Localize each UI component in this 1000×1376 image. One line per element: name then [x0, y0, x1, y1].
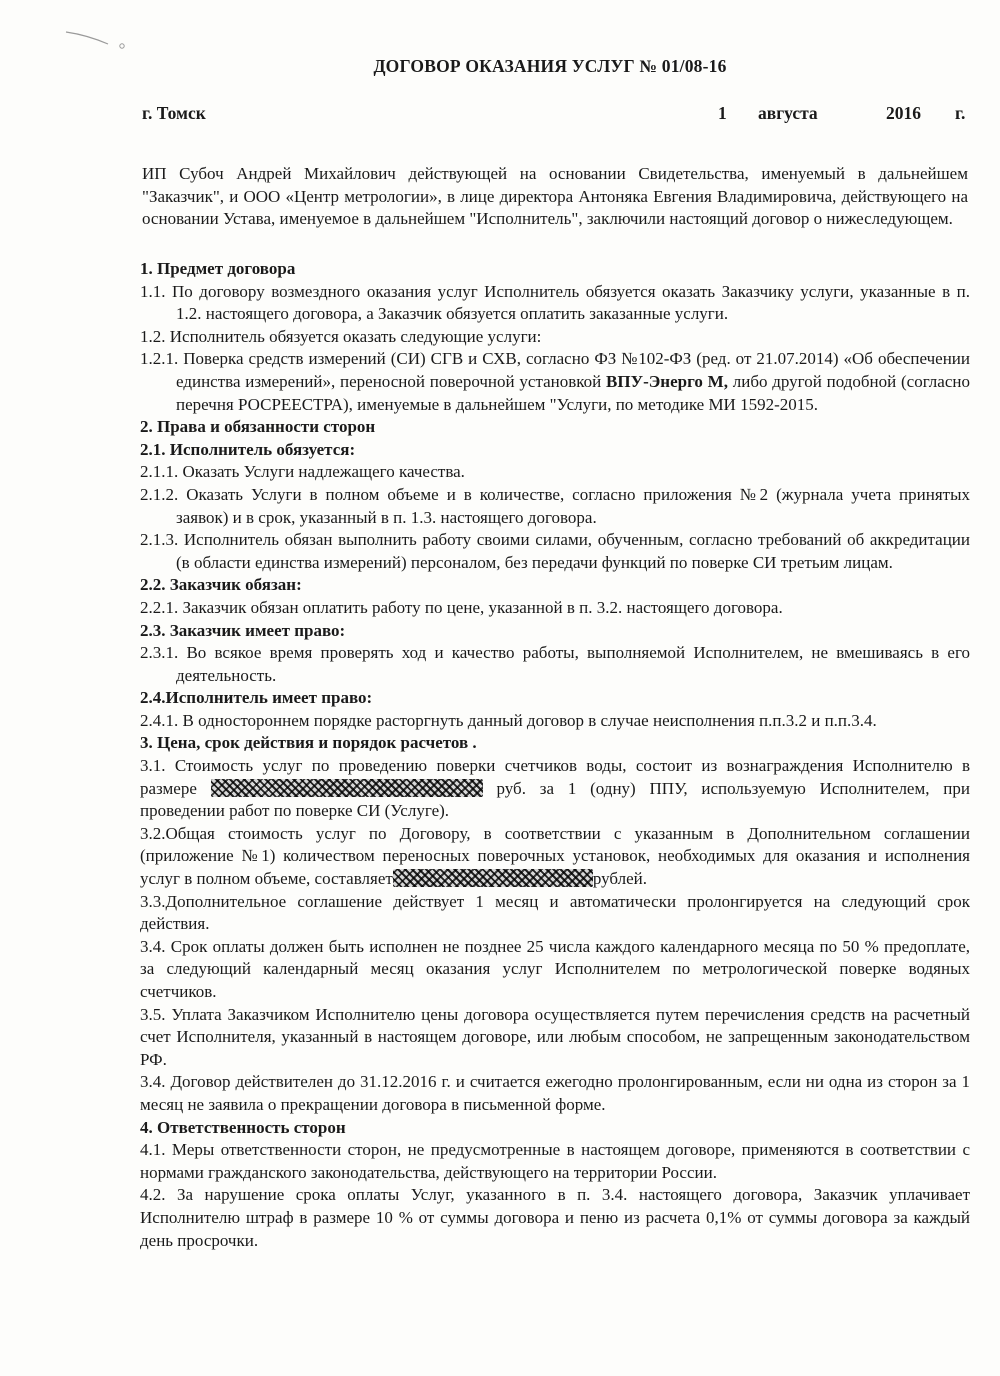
clause-2-2-1: 2.2.1. Заказчик обязан оплатить работу по цене, указанной в п. 3.2. настоящего договора. [140, 597, 783, 617]
date-suffix: г. [955, 103, 966, 123]
subsection-2-1-heading: 2.1. Исполнитель обязуется: [140, 439, 356, 459]
subsection-2-4-heading: 2.4.Исполнитель имеет право: [140, 688, 373, 708]
clause-3-2-text-a: 3.2.Общая стоимость услуг по Договору, в соответствии с указанным в Дополнительном соглашении (приложение №1) количеством переносных поверочных установок, необходимых для оказания и исполнения услуг в полном объеме, составляет [140, 823, 970, 889]
clause-1-1: 1.1. По договору возмездного оказания услуг Исполнитель обязуется оказать Заказчику услуги, указанные в п. 1.2. настоящего договора, а Заказчик обязуется оплатить заказанные услуги. [140, 281, 970, 324]
clause-3-1-text-b: руб. за 1 (одну) ППУ, используемую Исполнителем, при проведении работ по поверке СИ (Услуге). [140, 778, 970, 821]
clause-2-1-3: 2.1.3. Исполнитель обязан выполнить работу своими силами, обученным, согласно требований об аккредитации (в области единства измерений) персоналом, без передачи функций по поверке СИ третьим лицам. [140, 530, 970, 572]
scan-pen-mark [60, 24, 130, 54]
clause-2-1-2: 2.1.2. Оказать Услуги в полном объеме и в количестве, согласно приложения №2 (журнала учета принятых заявок) и в срок, указанный в п. 1.3. настоящего договора. [140, 484, 970, 527]
document-body [140, 258, 970, 1252]
document-city: г. Томск [142, 103, 206, 123]
clause-3-3: 3.3.Дополнительное соглашение действует 1 месяц и автоматически пролонгируется на следующий срок действия. [140, 891, 970, 934]
subsection-2-3-heading: 2.3. Заказчик имеет право: [140, 620, 346, 640]
section-2-heading: 2. Права и обязанности сторон [140, 417, 376, 437]
clause-3-2 [140, 823, 970, 891]
clause-3-4: 3.4. Срок оплаты должен быть исполнен не позднее 25 числа каждого календарного месяца по 50 % предоплате, за следующий календарный месяц оказания услуг Исполнителем по метрологической поверке водяных счетчиков. [140, 936, 970, 1001]
section-3-heading: 3. Цена, срок действия и порядок расчетов . [140, 733, 477, 753]
clause-1-2-1-text-a: 1.2.1. Поверка средств измерений (СИ) СГВ и СХВ, согласно ФЗ №102-ФЗ (ред. от 21.07.2014) «Об обеспечении единства измерений», переносной поверочной установкой [140, 349, 970, 391]
clause-3-1 [140, 755, 970, 823]
clause-4-1: 4.1. Меры ответственности сторон, не предусмотренные в настоящем договоре, применяются в соответствии с нормами гражданского законодательства, действующего на территории России. [140, 1140, 970, 1182]
date-month: августа [758, 103, 818, 123]
clause-3-5: 3.5. Уплата Заказчиком Исполнителю цены договора осуществляется путем перечисления средств на расчетный счет Исполнителя, указанный в настоящем договоре, или любым способом, не запрещенным законодательством РФ. [140, 1004, 970, 1069]
clause-3-4-validity: 3.4. Договор действителен до 31.12.2016 г. и считается ежегодно пролонгированным, если ни одна из сторон за 1 месяц не заявила о прекращении договора в письменной форме. [140, 1072, 970, 1114]
clause-2-3-1: 2.3.1. Во всякое время проверять ход и качество работы, выполняемой Исполнителем, не вмешиваясь в его деятельность. [140, 643, 970, 685]
document-title: ДОГОВОР ОКАЗАНИЯ УСЛУГ № 01/08-16 [373, 56, 727, 76]
clause-1-2: 1.2. Исполнитель обязуется оказать следующие услуги: [140, 326, 542, 346]
date-year: 2016 [886, 103, 921, 123]
clause-1-2-1-device: ВПУ-Энерго М, [606, 371, 728, 391]
clause-2-1-1: 2.1.1. Оказать Услуги надлежащего качества. [140, 462, 465, 482]
clause-3-2-text-b: рублей. [592, 869, 647, 889]
section-4-heading: 4. Ответственность сторон [140, 1117, 346, 1137]
redacted-total [393, 869, 593, 887]
intro-paragraph: ИП Субоч Андрей Михайлович действующей на основании Свидетельства, именуемый в дальнейшем "Заказчик", и ООО «Центр метрологии», в лице директора Антоняка Евгения Владимировича, действующего на основании Устава, именуемое в дальнейшем "Исполнитель", заключили настоящий договор о нижеследующем. [142, 164, 968, 228]
subsection-2-2-heading: 2.2. Заказчик обязан: [140, 575, 302, 595]
clause-1-2-1 [140, 348, 970, 416]
date-day: 1 [718, 103, 727, 123]
clause-1-2-1-text-c: либо другой подобной (согласно перечня РОСРЕЕСТРА), именуемые в дальнейшем "Услуги, по методике МИ 1592-2015. [176, 371, 970, 414]
section-1-heading: 1. Предмет договора [140, 259, 296, 278]
clause-3-1-text-a: 3.1. Стоимость услуг по проведению поверки счетчиков воды, состоит из вознаграждения Исполнителю в размере [140, 756, 970, 798]
clause-4-2: 4.2. За нарушение срока оплаты Услуг, указанного в п. 3.4. настоящего договора, Заказчик уплачивает Исполнителю штраф в размере 10 % от суммы договора и пеню из расчета 0,1% от суммы договора за каждый день просрочки. [140, 1185, 970, 1250]
clause-2-4-1: 2.4.1. В одностороннем порядке расторгнуть данный договор в случае неисполнения п.п.3.2 и п.п.3.4. [140, 710, 877, 730]
redacted-amount [211, 779, 483, 797]
